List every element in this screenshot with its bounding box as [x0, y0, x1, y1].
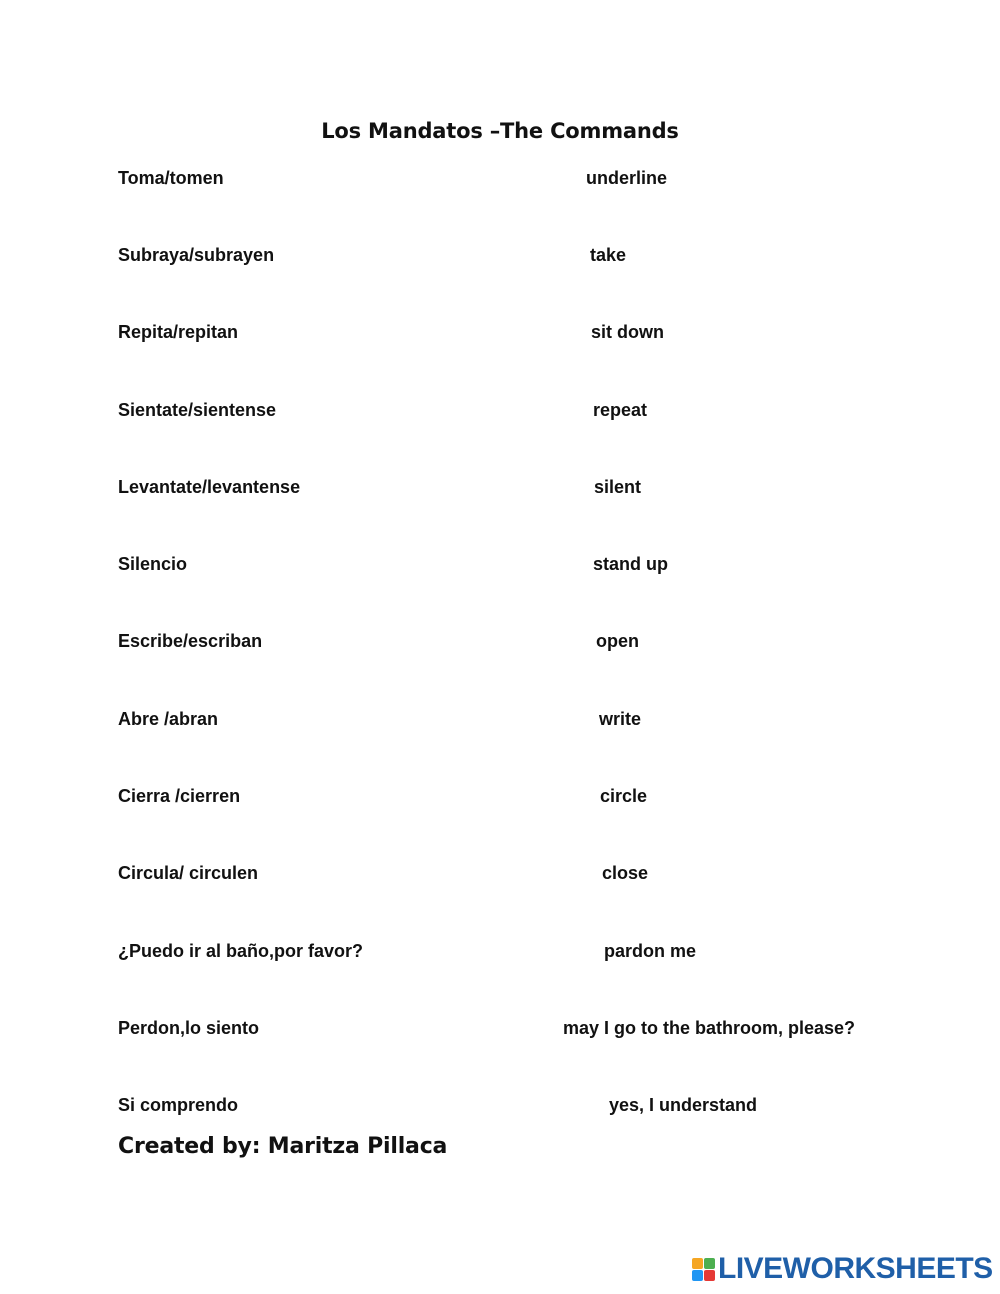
list-item	[0, 554, 1000, 578]
spanish-command: Subraya/subrayen	[118, 245, 275, 265]
list-item	[0, 400, 1000, 424]
spanish-command: Circula/ circulen	[118, 863, 259, 883]
spanish-command: Abre /abran	[118, 709, 219, 729]
english-meaning: underline	[586, 168, 668, 188]
english-meaning: pardon me	[604, 941, 697, 961]
spanish-command: Levantate/levantense	[118, 477, 301, 497]
page-title: Los Mandatos –The Commands	[321, 119, 679, 143]
spanish-command: Toma/tomen	[118, 168, 224, 188]
list-item	[0, 322, 1000, 346]
liveworksheets-logo	[692, 1252, 993, 1286]
english-meaning: yes, I understand	[609, 1095, 758, 1115]
english-meaning: circle	[600, 786, 648, 806]
english-meaning: sit down	[591, 322, 664, 342]
spanish-command: Sientate/sientense	[118, 400, 277, 420]
liveworksheets-logo-icon	[692, 1258, 715, 1281]
list-item	[0, 168, 1000, 192]
spanish-command: Repita/repitan	[118, 322, 239, 342]
author-credit: Created by: Maritza Pillaca	[118, 1134, 448, 1159]
list-item	[0, 709, 1000, 733]
list-item	[0, 245, 1000, 269]
logo-tile	[692, 1258, 703, 1269]
list-item	[0, 1018, 1000, 1042]
spanish-command: Escribe/escriban	[118, 631, 263, 651]
logo-tile	[704, 1270, 715, 1281]
english-meaning: open	[596, 631, 639, 651]
english-meaning: stand up	[593, 554, 668, 574]
list-item	[0, 631, 1000, 655]
spanish-command: ¿Puedo ir al baño,por favor?	[118, 941, 364, 961]
english-meaning: repeat	[593, 400, 648, 420]
list-item	[0, 941, 1000, 965]
english-meaning: take	[590, 245, 627, 265]
list-item	[0, 1095, 1000, 1119]
logo-tile	[704, 1258, 715, 1269]
list-item	[0, 863, 1000, 887]
logo-wordmark: LIVEWORKSHEETS	[718, 1252, 993, 1285]
spanish-command: Cierra /cierren	[118, 786, 241, 806]
spanish-command: Perdon,lo siento	[118, 1018, 260, 1038]
english-meaning: may I go to the bathroom, please?	[563, 1018, 856, 1038]
logo-tile	[692, 1270, 703, 1281]
list-item	[0, 786, 1000, 810]
english-meaning: write	[599, 709, 642, 729]
english-meaning: close	[602, 863, 649, 883]
spanish-command: Silencio	[118, 554, 188, 574]
english-meaning: silent	[594, 477, 642, 497]
spanish-command: Si comprendo	[118, 1095, 239, 1115]
list-item	[0, 477, 1000, 501]
